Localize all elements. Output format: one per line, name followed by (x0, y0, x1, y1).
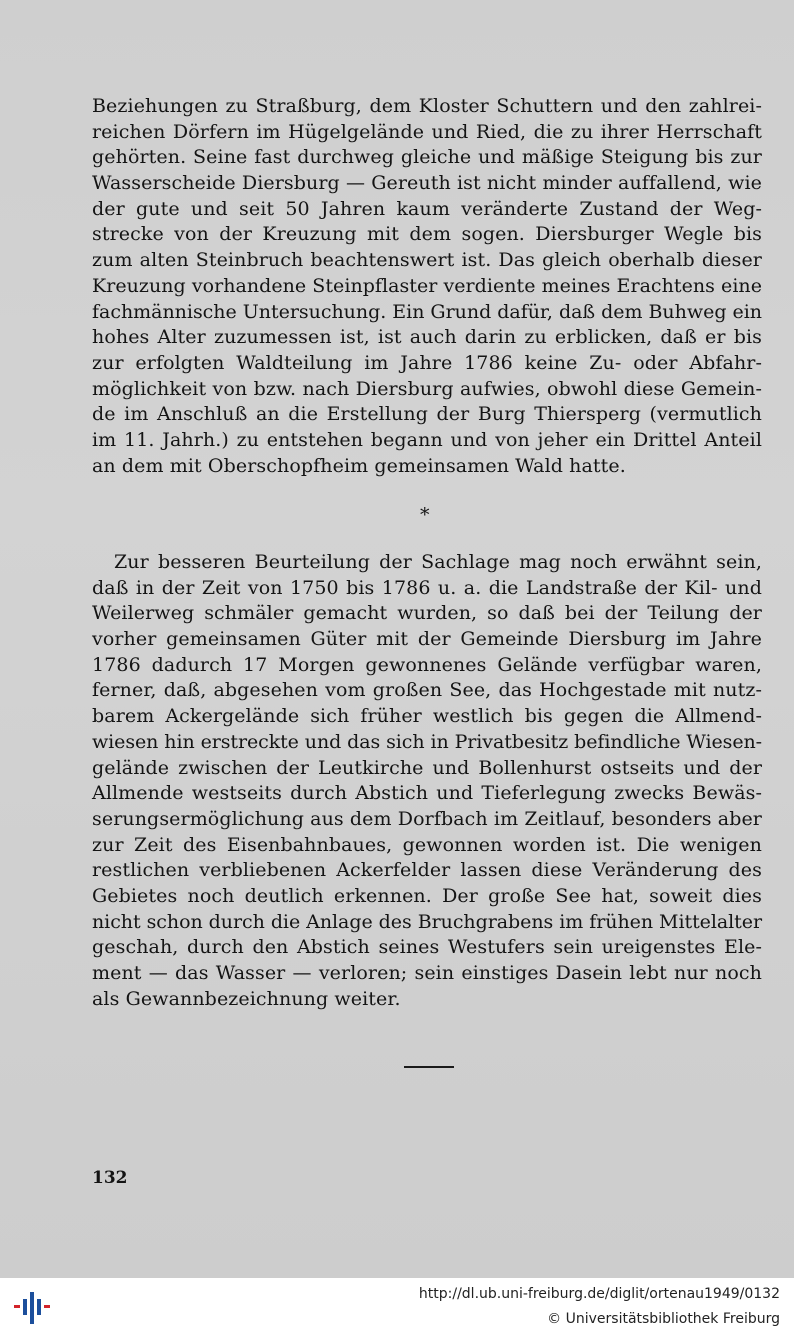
text-line: als Gewannbezeichnung weiter. (92, 987, 401, 1010)
text-line: Zur besseren Beurteilung der Sachlage mag noch erwähnt sein, (114, 551, 762, 573)
text-line: fachmännische Untersuchung. Ein Grund dafür, daß dem Buhweg ein (92, 300, 762, 323)
text-line: an dem mit Oberschopfheim gemeinsamen Wald hatte. (92, 454, 626, 477)
text-line: zur erfolgten Waldteilung im Jahre 1786 keine Zu- oder Abfahr- (92, 351, 762, 374)
library-logo-icon (12, 1288, 52, 1328)
text-line: Beziehungen zu Straßburg, dem Kloster Schuttern und den zahlrei- (92, 95, 762, 117)
page-number: 132 (92, 1168, 128, 1188)
footer-bar (0, 1278, 794, 1336)
text-line: strecke von der Kreuzung mit dem sogen. Diersburger Wegle bis (92, 223, 762, 246)
text-line: Wasserscheide Diersburg — Gereuth ist nicht minder auffallend, wie (92, 172, 762, 195)
text-line: gelände zwischen der Leutkirche und Bollenhurst ostseits und der (92, 756, 762, 779)
paragraph-1 (92, 94, 762, 479)
text-line: wiesen hin erstreckte und das sich in Privatbesitz befindliche Wiesen- (92, 730, 762, 753)
text-line: zum alten Steinbruch beachtenswert ist. Das gleich oberhalb dieser (92, 249, 762, 272)
text-line: gehörten. Seine fast durchweg gleiche und mäßige Steigung bis zur (92, 146, 762, 169)
text-line: Kreuzung vorhandene Steinpflaster verdiente meines Erachtens eine (92, 274, 762, 297)
paragraph-2 (92, 550, 762, 1012)
text-line: zur Zeit des Eisenbahnbaues, gewonnen worden ist. Die wenigen (92, 833, 762, 856)
text-line: daß in der Zeit von 1750 bis 1786 u. a. die Landstraße der Kil- und (92, 576, 762, 599)
footer-url-link[interactable]: http://dl.ub.uni-freiburg.de/diglit/ortenau1949/0132 (418, 1286, 780, 1302)
text-line: möglichkeit von bzw. nach Diersburg aufwies, obwohl diese Gemein- (92, 377, 762, 400)
end-rule (404, 1066, 454, 1068)
section-separator: * (420, 504, 430, 526)
text-line: Allmende westseits durch Abstich und Tieferlegung zwecks Bewäs- (92, 782, 762, 805)
text-line: hohes Alter zuzumessen ist, ist auch darin zu erblicken, daß er bis (92, 326, 762, 349)
text-line: vorher gemeinsamen Güter mit der Gemeinde Diersburg im Jahre (92, 628, 762, 651)
text-line: 1786 dadurch 17 Morgen gewonnenes Gelände verfügbar waren, (92, 653, 762, 676)
text-line: reichen Dörfern im Hügelgelände und Ried, die zu ihrer Herrschaft (92, 120, 762, 143)
text-line: de im Anschluß an die Erstellung der Burg Thiersperg (vermutlich (92, 403, 762, 426)
text-line: serungsermöglichung aus dem Dorfbach im Zeitlauf, besonders aber (92, 807, 762, 830)
text-line: im 11. Jahrh.) zu entstehen begann und von jeher ein Drittel Anteil (92, 428, 762, 451)
text-line: geschah, durch den Abstich seines Westufers sein ureigenstes Ele- (92, 936, 762, 959)
text-line: nicht schon durch die Anlage des Bruchgrabens im frühen Mittelalter (92, 910, 762, 933)
text-line: Weilerweg schmäler gemacht wurden, so daß bei der Teilung der (92, 602, 762, 625)
text-line: barem Ackergelände sich früher westlich bis gegen die Allmend- (92, 705, 762, 728)
footer-copyright: © Universitätsbibliothek Freiburg (547, 1311, 780, 1327)
text-line: der gute und seit 50 Jahren kaum veränderte Zustand der Weg- (92, 197, 762, 220)
text-line: Gebietes noch deutlich erkennen. Der große See hat, soweit dies (92, 884, 762, 907)
text-line: ferner, daß, abgesehen vom großen See, das Hochgestade mit nutz- (92, 679, 762, 702)
text-line: ment — das Wasser — verloren; sein einstiges Dasein lebt nur noch (92, 962, 762, 984)
text-line: restlichen verbliebenen Ackerfelder lassen diese Veränderung des (92, 859, 762, 882)
